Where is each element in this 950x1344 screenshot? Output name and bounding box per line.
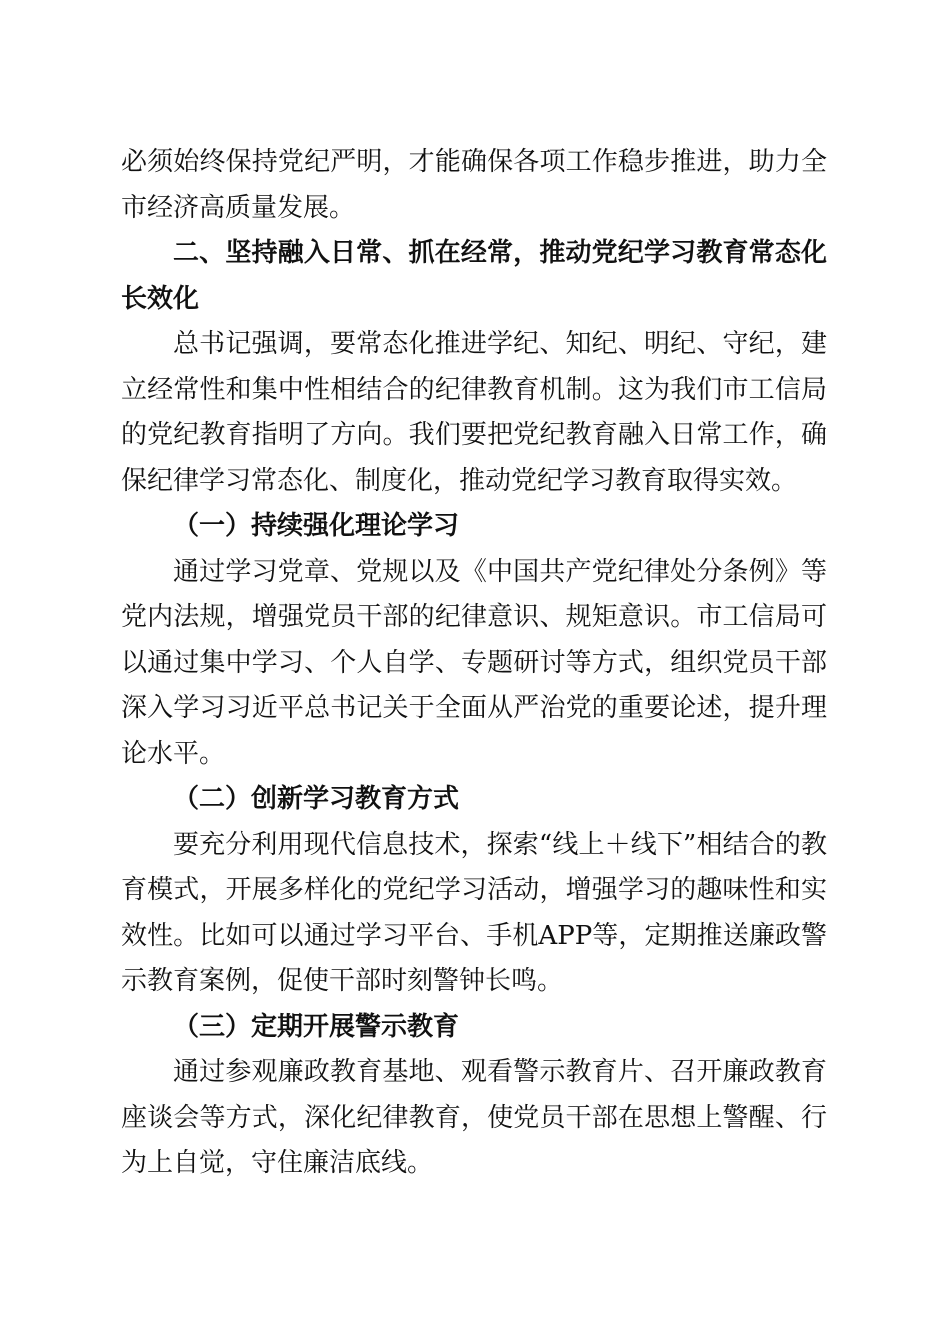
subsection-paragraph-3: 通过参观廉政教育基地、观看警示教育片、召开廉政教育座谈会等方式，深化纪律教育，使党员干部在思想上警醒、行为上自觉，守住廉洁底线。 xyxy=(121,1057,827,1178)
document-body xyxy=(121,140,827,1187)
subsection-heading-2: （二）创新学习教育方式 xyxy=(173,784,460,814)
subsection-paragraph-1: 通过学习党章、党规以及《中国共产党纪律处分条例》等党内法规，增强党员干部的纪律意识、规矩意识。市工信局可以通过集中学习、个人自学、专题研讨等方式，组织党员干部深入学习习近平总书记关于全面从严治党的重要论述，提升理论水平。 xyxy=(121,556,827,769)
subsection-heading-1: （一）持续强化理论学习 xyxy=(173,511,460,541)
section-heading: 二、坚持融入日常、抓在经常，推动党纪学习教育常态化长效化 xyxy=(121,238,827,314)
intro-paragraph: 总书记强调，要常态化推进学纪、知纪、明纪、守纪，建立经常性和集中性相结合的纪律教育机制。这为我们市工信局的党纪教育指明了方向。我们要把党纪教育融入日常工作，确保纪律学习常态化、制度化，推动党纪学习教育取得实效。 xyxy=(121,329,827,496)
subsection-paragraph-2: 要充分利用现代信息技术，探索“线上＋线下”相结合的教育模式，开展多样化的党纪学习活动，增强学习的趣味性和实效性。比如可以通过学习平台、手机APP等，定期推送廉政警示教育案例，促使干部时刻警钟长鸣。 xyxy=(121,829,827,996)
continued-paragraph: 必须始终保持党纪严明，才能确保各项工作稳步推进，助力全市经济高质量发展。 xyxy=(121,147,827,223)
subsection-heading-3: （三）定期开展警示教育 xyxy=(173,1011,460,1042)
